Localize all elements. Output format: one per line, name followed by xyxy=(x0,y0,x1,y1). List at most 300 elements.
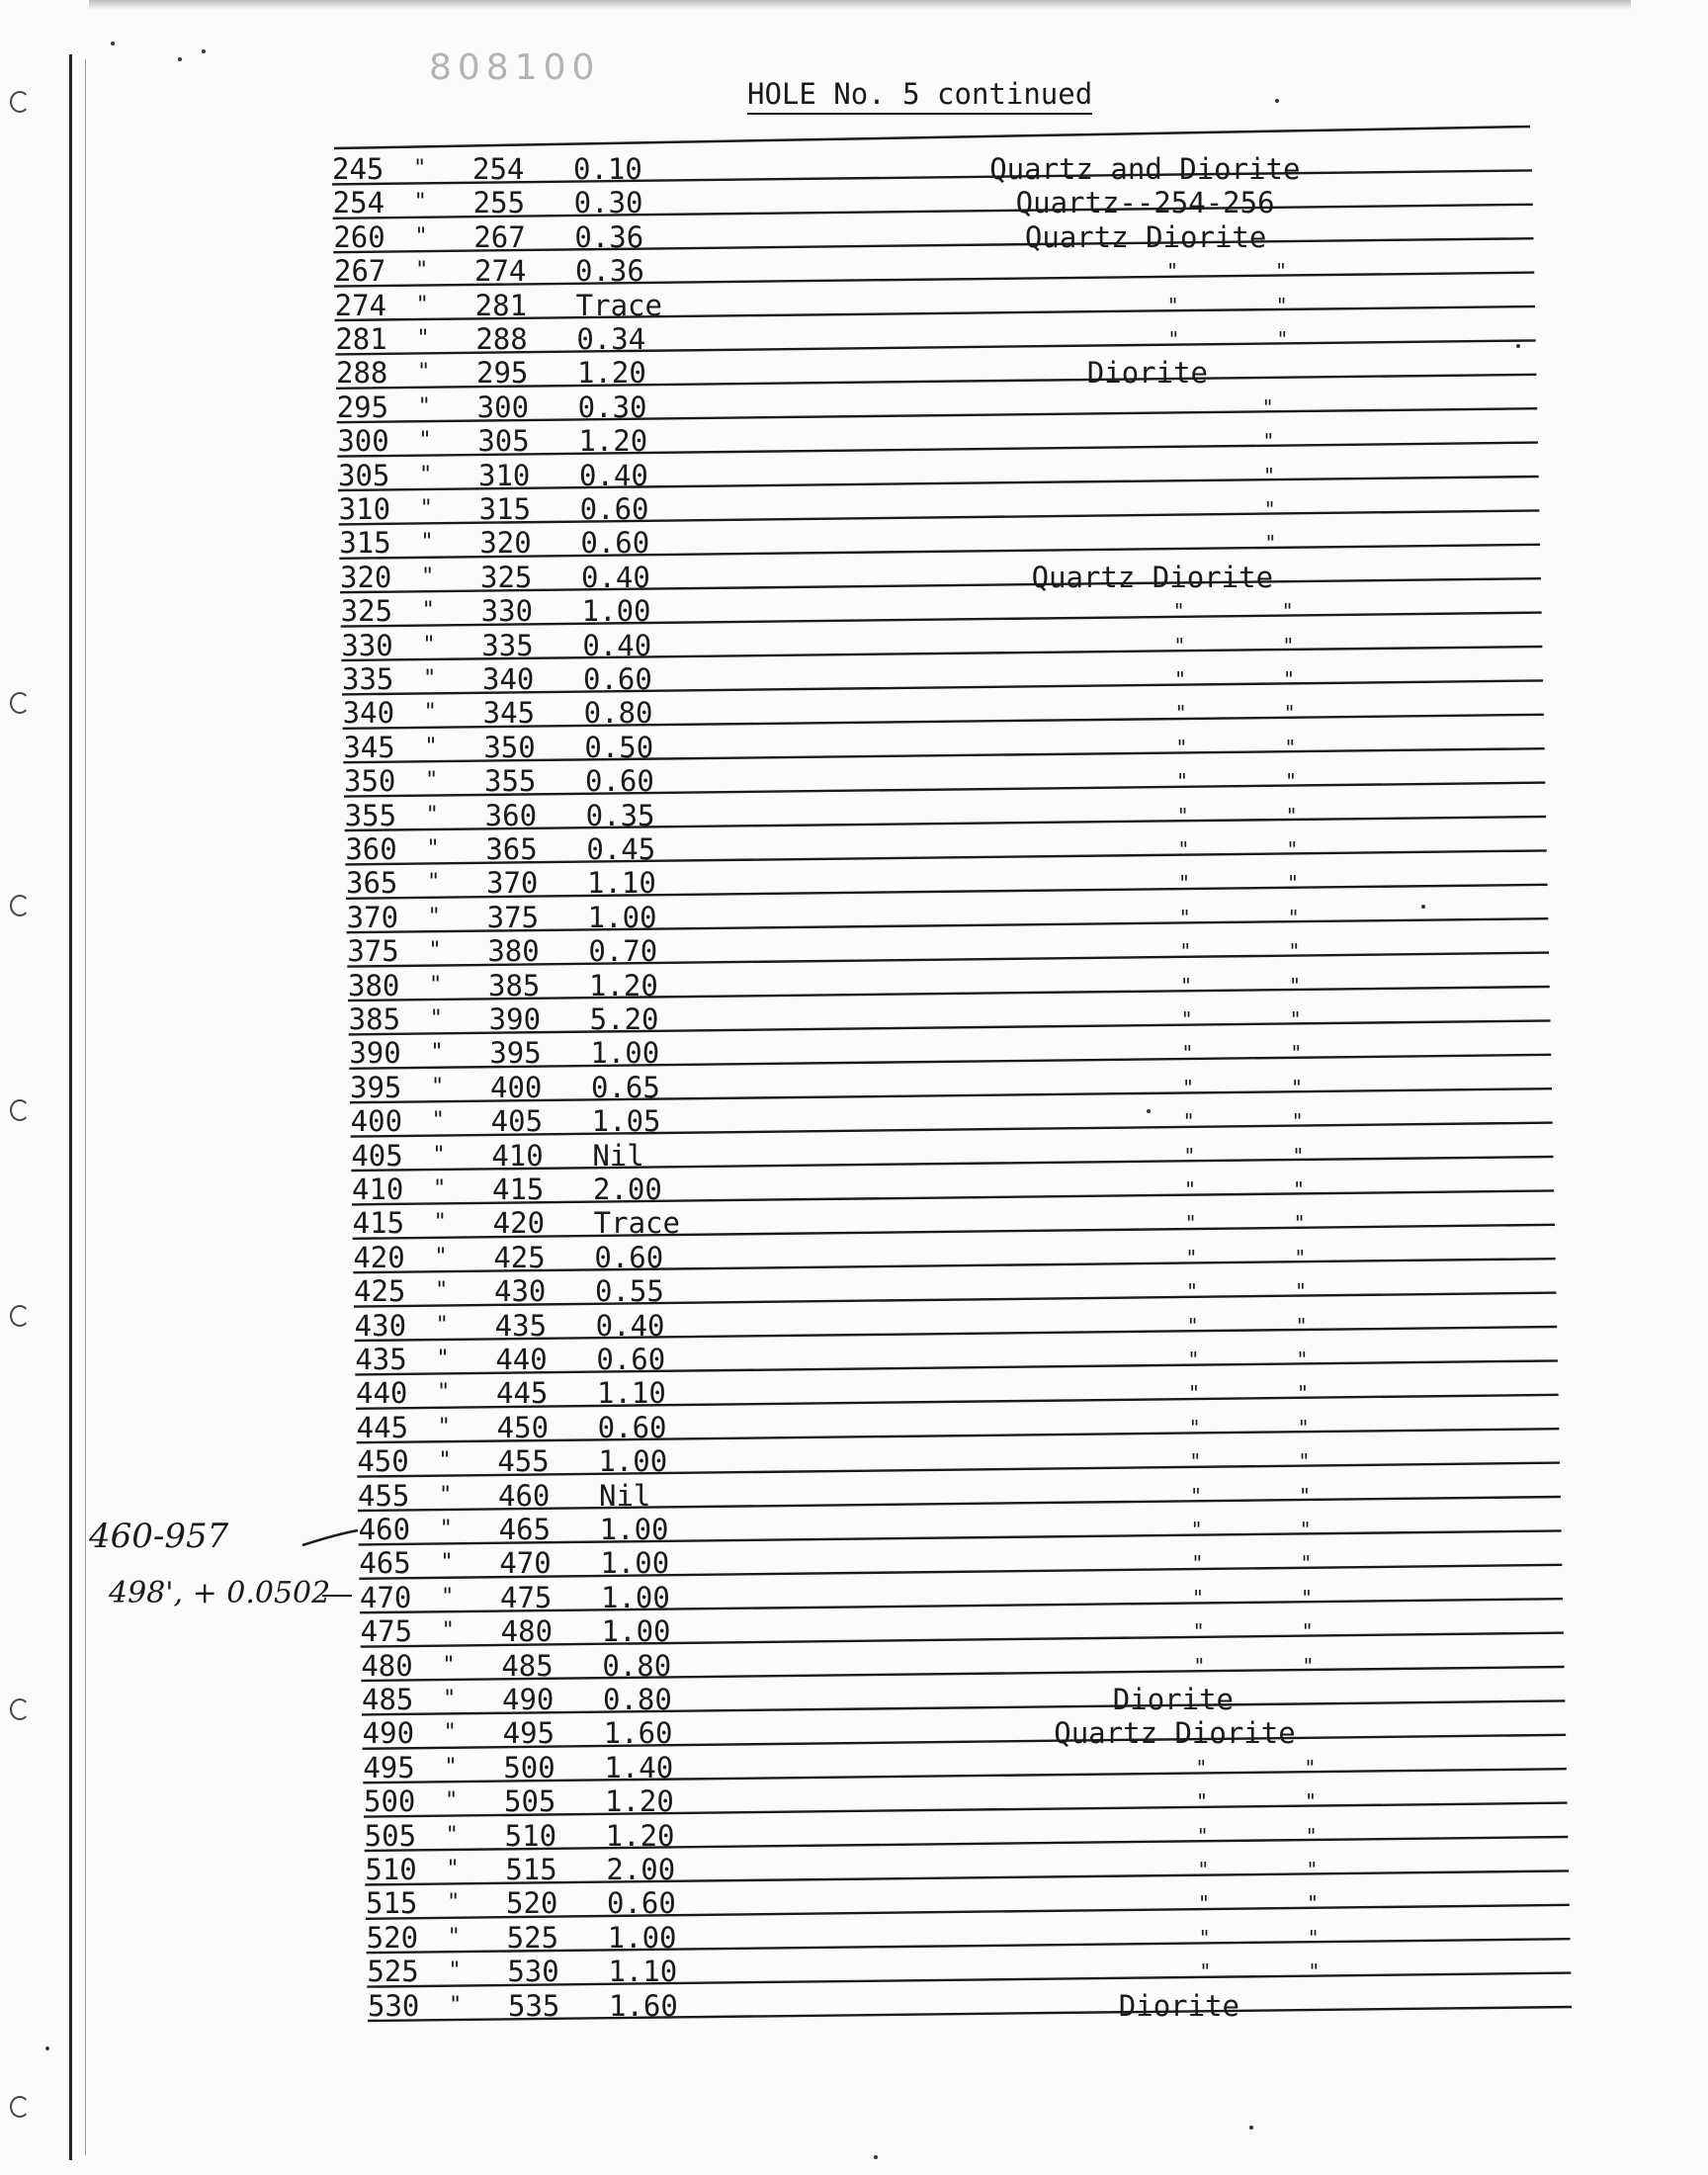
ditto-mark: " xyxy=(1261,394,1274,419)
ditto-mark: " xyxy=(1167,327,1180,351)
ditto-mark: " xyxy=(1190,1518,1203,1541)
ditto-mark: " xyxy=(429,972,443,998)
ditto-mark: " xyxy=(439,1517,453,1541)
ditto-mark: " xyxy=(416,326,430,351)
depth-from: 440 xyxy=(356,1376,408,1411)
ditto-mark: " xyxy=(1176,803,1189,827)
ditto-mark: " xyxy=(1289,1007,1302,1031)
ditto-mark: " xyxy=(1198,1925,1211,1950)
assay-value: 1.00 xyxy=(607,1920,677,1955)
depth-to: 495 xyxy=(502,1716,555,1751)
assay-value: 0.55 xyxy=(595,1274,664,1309)
rock-description: Diorite xyxy=(1086,356,1209,391)
ditto-mark: " xyxy=(436,1347,450,1371)
table-row xyxy=(354,1274,1540,1308)
table-row xyxy=(340,561,1526,594)
ditto-mark: " xyxy=(1180,973,1193,998)
ditto-mark: " xyxy=(1192,1619,1205,1644)
depth-from: 530 xyxy=(368,1988,420,2023)
ditto-mark: " xyxy=(429,1006,443,1031)
depth-to: 335 xyxy=(481,628,534,662)
ditto-mark: " xyxy=(419,496,433,521)
depth-from: 380 xyxy=(348,968,400,1002)
depth-to: 415 xyxy=(492,1173,545,1206)
depth-from: 445 xyxy=(356,1410,409,1444)
ditto-mark: " xyxy=(439,1482,453,1508)
assay-value: 2.00 xyxy=(593,1173,662,1206)
depth-from: 395 xyxy=(350,1070,402,1104)
depth-from: 325 xyxy=(340,594,393,629)
ditto-mark: " xyxy=(434,1244,448,1269)
depth-to: 515 xyxy=(505,1853,557,1886)
table-row xyxy=(355,1343,1541,1376)
ditto-mark: " xyxy=(430,1040,444,1066)
assay-value: 0.36 xyxy=(574,219,644,254)
depth-to: 385 xyxy=(488,968,541,1002)
ditto-mark: " xyxy=(1173,633,1186,657)
ditto-mark: " xyxy=(1294,1245,1307,1269)
ditto-mark: " xyxy=(445,1822,459,1848)
table-row xyxy=(350,1071,1536,1104)
table-row xyxy=(337,424,1523,458)
ditto-mark: " xyxy=(1304,1755,1317,1780)
ditto-mark: " xyxy=(425,768,439,794)
ditto-mark: " xyxy=(1299,1483,1312,1508)
ditto-mark: " xyxy=(1182,1109,1195,1134)
ditto-mark: " xyxy=(1285,803,1298,827)
ditto-mark: " xyxy=(1195,1755,1208,1780)
ditto-mark: " xyxy=(1275,259,1288,284)
depth-to: 505 xyxy=(504,1784,556,1819)
table-row xyxy=(341,594,1527,628)
table-row xyxy=(359,1513,1545,1546)
ditto-mark: " xyxy=(1188,1415,1201,1439)
ditto-mark: " xyxy=(1185,1245,1198,1269)
table-row xyxy=(361,1614,1547,1648)
depth-from: 415 xyxy=(352,1206,405,1241)
table-row xyxy=(343,696,1529,730)
assay-value: Nil xyxy=(599,1478,651,1513)
assay-value: 1.00 xyxy=(590,1036,660,1071)
table-row xyxy=(337,391,1523,424)
rock-description: Quartz Diorite xyxy=(1054,1716,1296,1751)
ditto-mark: " xyxy=(1186,1313,1199,1338)
table-row xyxy=(333,220,1519,254)
ditto-mark: " xyxy=(435,1312,449,1338)
depth-to: 310 xyxy=(478,458,531,492)
depth-from: 254 xyxy=(332,186,385,220)
depth-to: 450 xyxy=(496,1410,550,1444)
ditto-mark: " xyxy=(1281,599,1294,624)
depth-to: 345 xyxy=(482,696,536,731)
table-row xyxy=(365,1819,1551,1853)
assay-value: 1.20 xyxy=(578,424,648,459)
ditto-mark: " xyxy=(415,258,429,284)
table-row xyxy=(335,289,1521,322)
ditto-mark: " xyxy=(424,734,438,759)
table-row xyxy=(351,1139,1537,1173)
assay-value: 0.65 xyxy=(591,1070,660,1104)
depth-to: 470 xyxy=(499,1546,552,1581)
ditto-mark: " xyxy=(1178,871,1191,896)
depth-from: 305 xyxy=(338,458,390,492)
ditto-mark: " xyxy=(418,428,432,454)
ditto-mark: " xyxy=(443,1687,457,1711)
table-row xyxy=(345,832,1531,866)
rock-description: Quartz--254-256 xyxy=(1015,186,1275,220)
depth-to: 460 xyxy=(498,1478,551,1513)
depth-to: 475 xyxy=(500,1580,553,1614)
depth-to: 390 xyxy=(488,1002,542,1036)
ditto-mark: " xyxy=(442,1652,456,1678)
table-row xyxy=(365,1853,1551,1886)
assay-value: 0.60 xyxy=(596,1343,666,1376)
depth-to: 370 xyxy=(486,866,539,901)
ditto-mark: " xyxy=(413,190,427,216)
assay-value: 1.20 xyxy=(605,1784,674,1819)
ditto-mark: " xyxy=(422,632,436,657)
table-row xyxy=(338,459,1524,492)
ditto-mark: " xyxy=(1183,1143,1196,1168)
ditto-mark: " xyxy=(1191,1551,1204,1576)
handwritten-annotation: 498', + 0.0502 xyxy=(109,1576,331,1610)
ditto-mark: " xyxy=(1293,1177,1306,1201)
table-row xyxy=(355,1309,1541,1343)
depth-to: 330 xyxy=(480,594,534,629)
depth-to: 375 xyxy=(486,900,540,934)
ditto-mark: " xyxy=(1296,1348,1309,1371)
assay-value: 1.60 xyxy=(609,1988,678,2023)
depth-to: 360 xyxy=(484,798,538,832)
assay-value: 0.30 xyxy=(573,186,643,220)
depth-from: 400 xyxy=(350,1104,403,1139)
assay-value: 1.00 xyxy=(599,1513,669,1546)
depth-to: 305 xyxy=(477,424,530,459)
depth-to: 445 xyxy=(496,1376,549,1411)
assay-value: 1.60 xyxy=(603,1716,673,1751)
table-row xyxy=(367,1955,1553,1988)
assay-value: 0.50 xyxy=(584,730,654,764)
ditto-mark: " xyxy=(1288,939,1301,964)
depth-to: 435 xyxy=(494,1308,548,1343)
ditto-mark: " xyxy=(1178,905,1191,929)
table-row xyxy=(358,1479,1544,1513)
ditto-mark: " xyxy=(421,564,435,589)
ditto-mark: " xyxy=(419,462,433,487)
depth-to: 525 xyxy=(506,1920,559,1955)
depth-from: 405 xyxy=(351,1138,403,1173)
depth-from: 365 xyxy=(346,866,398,901)
ditto-mark: " xyxy=(1176,769,1189,794)
ditto-mark: " xyxy=(427,870,441,896)
ditto-mark: " xyxy=(1192,1585,1205,1610)
ditto-mark: " xyxy=(1282,633,1295,657)
depth-from: 420 xyxy=(353,1240,405,1274)
depth-from: 260 xyxy=(333,219,385,254)
ditto-mark: " xyxy=(1290,1041,1303,1066)
ditto-mark: " xyxy=(1190,1483,1203,1508)
ditto-mark: " xyxy=(1276,327,1289,351)
depth-to: 480 xyxy=(500,1614,554,1649)
depth-from: 390 xyxy=(349,1036,401,1071)
ditto-mark: " xyxy=(1172,599,1185,624)
ditto-mark: " xyxy=(1289,973,1302,998)
depth-to: 440 xyxy=(495,1343,548,1376)
ditto-mark: " xyxy=(1174,667,1187,691)
depth-from: 425 xyxy=(354,1274,406,1309)
depth-to: 274 xyxy=(474,254,527,289)
depth-to: 350 xyxy=(483,730,536,764)
ditto-mark: " xyxy=(1166,293,1179,317)
depth-from: 375 xyxy=(347,934,399,969)
assay-value: 1.20 xyxy=(589,968,658,1002)
ditto-mark: " xyxy=(1299,1518,1312,1541)
table-row xyxy=(349,1036,1535,1070)
depth-from: 350 xyxy=(344,764,396,799)
table-row xyxy=(367,1921,1553,1955)
ditto-mark: " xyxy=(1283,701,1296,726)
ditto-mark: " xyxy=(1302,1653,1315,1678)
ditto-mark: " xyxy=(435,1278,449,1304)
ditto-mark: " xyxy=(1263,497,1276,521)
ditto-mark: " xyxy=(1291,1109,1304,1134)
table-row xyxy=(344,764,1530,798)
depth-from: 475 xyxy=(360,1614,413,1649)
ditto-mark: " xyxy=(1180,1007,1193,1031)
table-row xyxy=(346,866,1532,900)
ditto-mark: " xyxy=(1291,1075,1304,1099)
rock-description: Quartz Diorite xyxy=(1031,560,1274,594)
depth-from: 430 xyxy=(354,1308,407,1343)
ditto-mark: " xyxy=(1297,1381,1310,1406)
ditto-mark: " xyxy=(1199,1959,1212,1984)
table-row xyxy=(333,186,1519,219)
depth-to: 340 xyxy=(482,662,535,696)
depth-to: 465 xyxy=(498,1513,552,1546)
ditto-mark: " xyxy=(413,156,427,181)
ditto-mark: " xyxy=(1306,1858,1319,1881)
page-title: HOLE No. 5 continued xyxy=(747,77,1092,115)
table-row xyxy=(353,1206,1539,1240)
depth-from: 274 xyxy=(334,288,387,322)
ditto-mark: " xyxy=(1174,701,1187,726)
depth-to: 485 xyxy=(501,1648,554,1683)
table-row xyxy=(364,1784,1550,1818)
ditto-mark: " xyxy=(414,223,428,249)
ditto-mark: " xyxy=(431,1108,445,1134)
assay-value: 0.34 xyxy=(576,322,646,356)
annotation-pointer-line xyxy=(302,1530,358,1545)
depth-to: 420 xyxy=(492,1206,546,1241)
assay-value: 1.10 xyxy=(587,866,656,901)
depth-from: 515 xyxy=(366,1886,418,1921)
depth-from: 355 xyxy=(344,798,397,832)
assay-value: 0.40 xyxy=(579,458,648,492)
ditto-mark: " xyxy=(1166,259,1179,284)
ditto-mark: " xyxy=(1175,735,1188,759)
depth-to: 425 xyxy=(493,1240,546,1274)
ditto-mark: " xyxy=(1286,837,1299,861)
assay-value: 0.45 xyxy=(586,832,656,866)
ditto-mark: " xyxy=(1189,1449,1202,1474)
ditto-mark: " xyxy=(1184,1211,1197,1236)
assay-value: 0.60 xyxy=(579,492,649,526)
ditto-mark: " xyxy=(1264,531,1277,556)
assay-value: 2.00 xyxy=(606,1853,676,1886)
assay-value: 5.20 xyxy=(589,1002,659,1036)
ditto-mark: " xyxy=(1263,463,1276,487)
table-row xyxy=(332,152,1518,186)
table-row xyxy=(343,731,1529,764)
depth-from: 288 xyxy=(336,356,388,391)
depth-to: 281 xyxy=(474,288,528,322)
ditto-mark: " xyxy=(1182,1075,1195,1099)
assay-value: 1.20 xyxy=(605,1818,675,1853)
ditto-mark: " xyxy=(1298,1449,1311,1474)
depth-to: 530 xyxy=(507,1955,559,1989)
ditto-mark: " xyxy=(441,1584,455,1610)
depth-to: 535 xyxy=(508,1988,560,2023)
ditto-mark: " xyxy=(1284,735,1297,759)
depth-from: 315 xyxy=(339,526,391,561)
ditto-mark: " xyxy=(1179,939,1192,964)
ditto-mark: " xyxy=(441,1618,455,1644)
assay-value: 0.10 xyxy=(573,152,642,186)
ditto-mark: " xyxy=(438,1448,452,1474)
depth-from: 460 xyxy=(358,1513,411,1546)
depth-from: 435 xyxy=(355,1343,407,1376)
ditto-mark: " xyxy=(1307,1925,1320,1950)
ditto-mark: " xyxy=(421,598,435,624)
depth-to: 430 xyxy=(494,1274,547,1309)
table-row xyxy=(339,526,1525,560)
depth-from: 360 xyxy=(345,832,397,866)
assay-value: 0.40 xyxy=(581,560,650,594)
table-row xyxy=(349,1002,1535,1036)
ditto-mark: " xyxy=(1196,1823,1209,1848)
ditto-mark: " xyxy=(1197,1858,1210,1881)
document-number: 808100 xyxy=(429,47,601,88)
depth-to: 365 xyxy=(485,832,538,866)
ditto-mark: " xyxy=(448,1958,462,1984)
depth-from: 470 xyxy=(360,1580,412,1614)
table-row xyxy=(339,492,1525,526)
depth-to: 254 xyxy=(472,152,525,186)
ditto-mark: " xyxy=(426,836,440,861)
assay-value: 0.60 xyxy=(594,1240,664,1274)
table-row xyxy=(356,1376,1542,1410)
depth-from: 370 xyxy=(346,900,399,934)
depth-from: 267 xyxy=(334,254,386,289)
ditto-mark: " xyxy=(433,1210,447,1236)
assay-value: 0.60 xyxy=(583,662,652,696)
depth-from: 500 xyxy=(364,1784,416,1819)
depth-from: 455 xyxy=(358,1478,410,1513)
table-row xyxy=(345,799,1531,832)
depth-to: 490 xyxy=(502,1683,555,1716)
ditto-mark: " xyxy=(1188,1381,1201,1406)
depth-to: 520 xyxy=(506,1886,558,1921)
assay-value: 0.70 xyxy=(588,934,658,969)
ditto-mark: " xyxy=(443,1720,457,1746)
ditto-mark: " xyxy=(1301,1585,1314,1610)
ditto-mark: " xyxy=(1293,1211,1306,1236)
ditto-mark: " xyxy=(1184,1177,1197,1201)
ditto-mark: " xyxy=(420,530,434,556)
assay-value: 1.00 xyxy=(598,1444,668,1479)
assay-value: 1.00 xyxy=(587,900,657,934)
table-row xyxy=(366,1886,1552,1920)
assay-value: 0.80 xyxy=(602,1648,672,1683)
table-rule xyxy=(334,127,1530,148)
ditto-mark: " xyxy=(437,1414,451,1439)
depth-from: 465 xyxy=(359,1546,411,1581)
ditto-mark: " xyxy=(417,393,431,419)
depth-to: 500 xyxy=(503,1750,555,1784)
ditto-mark: " xyxy=(432,1142,446,1168)
table-row xyxy=(336,356,1522,390)
depth-to: 300 xyxy=(476,390,530,424)
rock-description: Diorite xyxy=(1118,1988,1240,2023)
ditto-mark: " xyxy=(1285,769,1298,794)
ditto-mark: " xyxy=(1308,1959,1321,1984)
ditto-mark: " xyxy=(1287,871,1300,896)
assay-value: 0.35 xyxy=(585,798,655,832)
ditto-mark: " xyxy=(1181,1041,1194,1066)
table-row xyxy=(348,969,1534,1002)
table-row xyxy=(347,934,1533,968)
handwritten-annotation: 460-957 xyxy=(89,1517,229,1556)
ditto-mark: " xyxy=(1283,667,1296,691)
ditto-mark: " xyxy=(1305,1789,1318,1814)
depth-from: 245 xyxy=(332,152,384,186)
ditto-mark: " xyxy=(1193,1653,1206,1678)
rock-description: Quartz and Diorite xyxy=(989,152,1301,186)
table-row xyxy=(334,254,1520,288)
ditto-mark: " xyxy=(1196,1789,1209,1814)
table-row xyxy=(341,629,1527,662)
table-row xyxy=(357,1444,1543,1478)
ditto-mark: " xyxy=(1295,1313,1308,1338)
depth-from: 510 xyxy=(365,1853,417,1886)
ditto-mark: " xyxy=(425,802,439,827)
assay-value: 1.10 xyxy=(597,1376,666,1411)
ditto-mark: " xyxy=(440,1550,454,1576)
ditto-mark: " xyxy=(1307,1891,1320,1916)
depth-to: 355 xyxy=(484,764,537,799)
depth-from: 340 xyxy=(342,696,395,731)
table-row xyxy=(351,1104,1537,1138)
depth-from: 295 xyxy=(336,390,389,424)
assay-value: 1.10 xyxy=(608,1955,678,1989)
ditto-mark: " xyxy=(1186,1279,1199,1304)
ditto-mark: " xyxy=(1300,1551,1313,1576)
table-row xyxy=(357,1411,1543,1444)
depth-to: 295 xyxy=(476,356,529,391)
table-row xyxy=(362,1683,1548,1716)
assay-value: 1.00 xyxy=(581,594,651,629)
ditto-mark: " xyxy=(1301,1619,1314,1644)
depth-from: 495 xyxy=(363,1750,415,1784)
depth-to: 320 xyxy=(479,526,532,561)
assay-value: 1.00 xyxy=(601,1580,670,1614)
assay-value: 0.80 xyxy=(603,1683,672,1716)
assay-value: 0.60 xyxy=(580,526,650,561)
ditto-mark: " xyxy=(427,904,441,929)
table-row xyxy=(361,1649,1547,1683)
ditto-mark: " xyxy=(1275,293,1288,317)
depth-from: 385 xyxy=(348,1002,401,1036)
